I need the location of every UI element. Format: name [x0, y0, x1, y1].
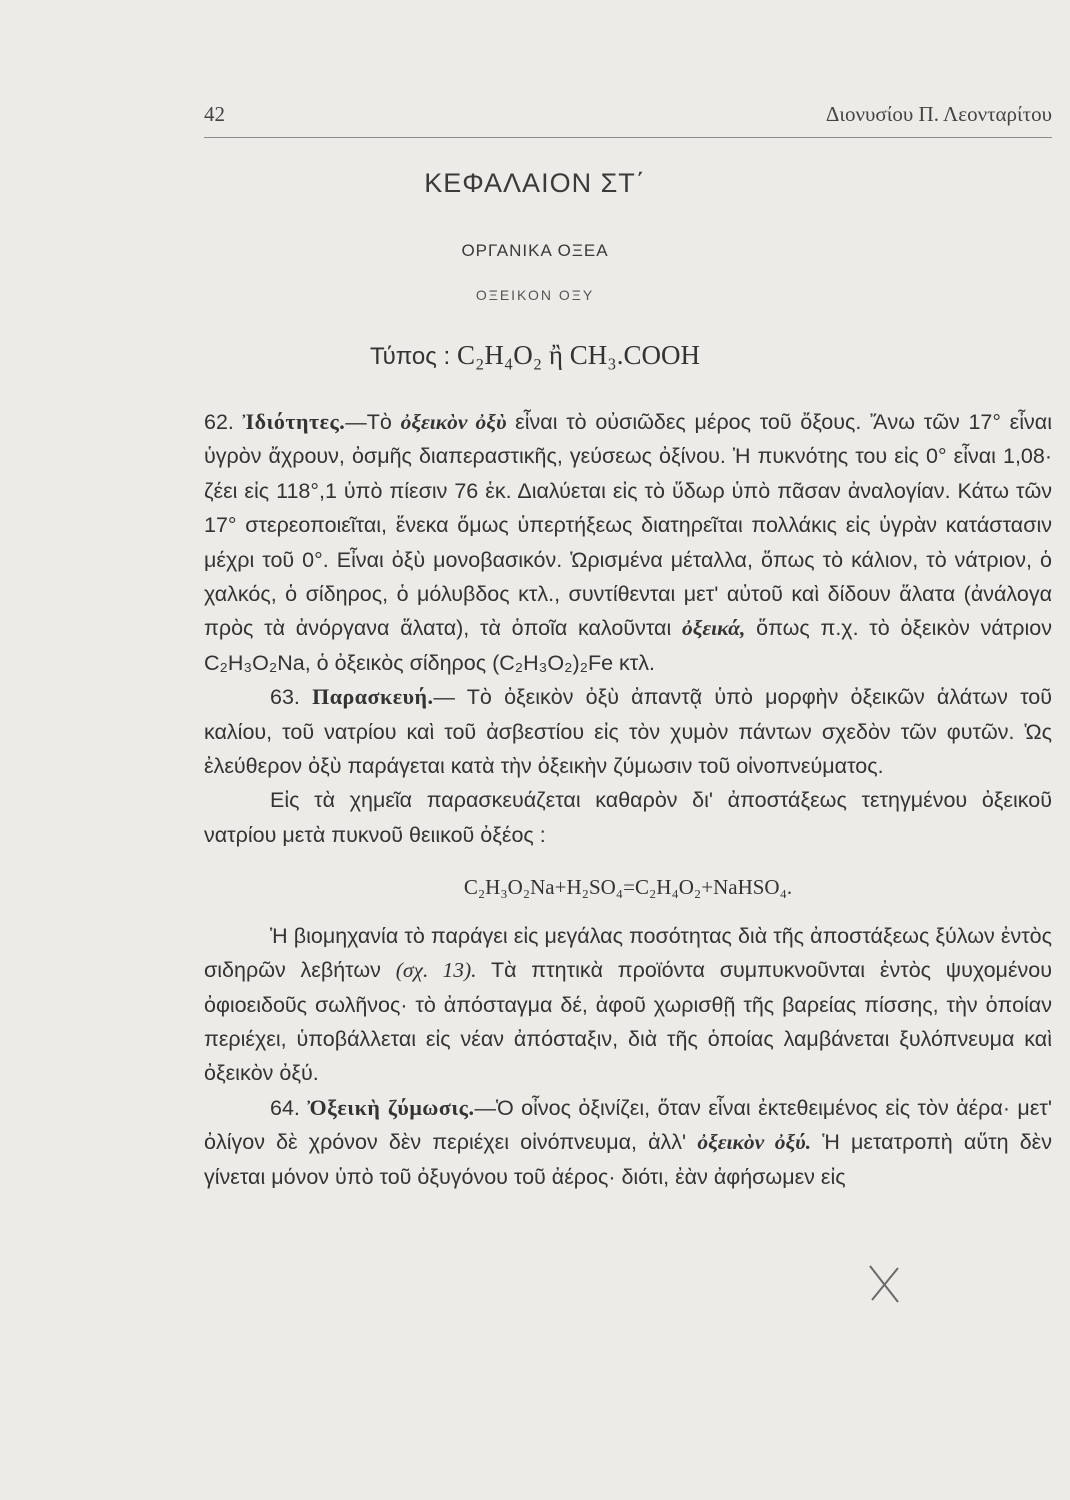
body-text [204, 405, 1052, 1194]
text-run: ὅπως π.χ. τὸ ὀξεικὸν νάτριον C₂H₃O₂Na, ὁ ὀξεικὸς σίδηρος (C₂H₃O₂)₂Fe κτλ. [204, 616, 1052, 675]
section-title: ΟΞΕΙΚΟΝ ΟΞΥ [475, 287, 595, 303]
pencil-mark-icon [862, 1262, 906, 1306]
paragraph-64 [204, 1091, 1052, 1194]
paragraph-62-text [204, 410, 1052, 675]
emphasis-term: ὀξεικὸν ὀξὺ [400, 410, 507, 434]
text-run: —Ὁ οἶνος ὀξινίζει, ὅταν εἶναι ἐκτεθειμένος εἰς τὸν ἀέρα· μετ' ὀλίγον δὲ χρόνον δὲν περιέχει οἰνόπνευμα, ἀλλ' [204, 1095, 1053, 1155]
text-run: εἶναι τὸ οὐσιῶδες μέρος τοῦ ὄξους. Ἄνω τῶν 17° εἶναι ὑγρὸν ἄχρουν, ὀσμῆς διαπεραστικῆς, γεύσεως ὀξίνου. Ἡ πυκνότης του εἰς 0° εἶναι 1,08· ζέει εἰς 118°,1 ὑπὸ πίεσιν 76 ἑκ. Διαλύεται εἰς τὸ ὕδωρ ὑπὸ πᾶσαν ἀναλογίαν. Κάτω τῶν 17° στερεοποιεῖται, ἕνεκα ὅμως ὑπερτήξεως διατηρεῖται πολλάκις εἰς ὑγρὰν κατάστασιν μέχρι τοῦ 0°. Εἶναι ὀξὺ μονοβασικόν. Ὡρισμένα μέταλλα, ὅπως τὸ κάλιον, τὸ νάτριον, ὁ χαλκός, ὁ σίδηρος, ὁ μόλυβδος κτλ., συντίθενται μετ' αὐτοῦ καὶ δίδουν ἅλατα (ἀνάλογα πρὸς τὰ ἀνόργανα ἅλατα), τὰ ὁποῖα καλοῦνται [204, 410, 1052, 641]
paragraph-63c-text: Ἡ βιομηχανία τὸ παράγει εἰς μεγάλας ποσότητας διὰ τῆς ἀποστάξεως ξύλων ἐντὸς σιδηρῶν λεβήτων [204, 923, 1052, 983]
formula-line [0, 340, 1070, 371]
header-rule [204, 137, 1052, 138]
paragraph-63-text: — Τὸ ὀξεικὸν ὀξὺ ἀπαντᾷ ὑπὸ μορφὴν ὀξεικῶν ἁλάτων τοῦ καλίου, τοῦ νατρίου καὶ τοῦ ἀσβεστίου εἰς τὸν χυμὸν πάντων σχεδὸν τῶν φυτῶν. Ὡς ἐλεύθερον ὀξὺ παράγεται κατὰ τὴν ὀξεικὴν ζύμωσιν τοῦ οἰνοπνεύματος. [204, 685, 1053, 779]
section-heading-62: Ἰδιότητες. [242, 409, 346, 434]
section-number-63: 63. [270, 685, 300, 710]
page-number: 42 [204, 102, 225, 126]
section-heading-64: Ὀξεικὴ ζύμωσις. [307, 1094, 475, 1120]
section-number-62: 62. [204, 410, 234, 434]
paragraph-63 [204, 680, 1052, 783]
text-run: —Τὸ [345, 410, 401, 434]
chapter-subtitle: ΟΡΓΑΝΙΚΑ ΟΞΕΑ [461, 241, 609, 260]
paragraph-63b: Εἰς τὰ χημεῖα παρασκευάζεται καθαρὸν δι' ἀποστάξεως τετηγμένου ὀξεικοῦ νατρίου μετὰ πυκνοῦ θειικοῦ ὀξέος : [204, 788, 1052, 847]
figure-reference: (σχ. 13). [395, 958, 477, 983]
text-run: Ἡ μετατροπὴ αὕτη δὲν γίνεται μόνον ὑπὸ τοῦ ὀξυγόνου τοῦ ἀέρος· διότι, ἐὰν ἀφήσωμεν εἰς [204, 1130, 1052, 1189]
emphasis-term: ὀξεικὸν ὀξύ. [697, 1130, 812, 1155]
paragraph-63c [204, 919, 1052, 1091]
running-head [204, 102, 1052, 127]
paragraph-62 [204, 405, 1052, 680]
formula-label: Τύπος : [370, 343, 451, 370]
running-title: Διονυσίου Π. Λεονταρίτου [825, 102, 1052, 126]
section-number-64: 64. [270, 1095, 300, 1120]
chapter-title: ΚΕΦΑΛΑΙΟΝ ΣΤ΄ [424, 168, 646, 198]
equation: C₂H₃O₂Na+H₂SO₄=C₂H₄O₂+NaHSO₄. [463, 875, 793, 900]
formula: C₂H₄O₂ ἢ CH₃.COOH [456, 340, 700, 370]
paragraph-63c-cont: Τὰ πτητικὰ προϊόντα συμπυκνοῦνται ἐντὸς ψυχομένου ὀφιοειδοῦς σωλῆνος· τὸ ἀπόσταγμα δέ, ἀφοῦ χωρισθῇ τῆς βαρείας πίσσης, τὴν ὁποίαν περιέχει, ὑποβάλλεται εἰς νέαν ἀπόσταξιν, διὰ τῆς ὁποίας λαμβάνεται ξυλόπνευμα καὶ ὀξεικὸν ὀξύ. [204, 958, 1052, 1086]
emphasis-term: ὀξεικά, [681, 616, 746, 641]
section-heading-63: Παρασκευή. [312, 684, 434, 710]
